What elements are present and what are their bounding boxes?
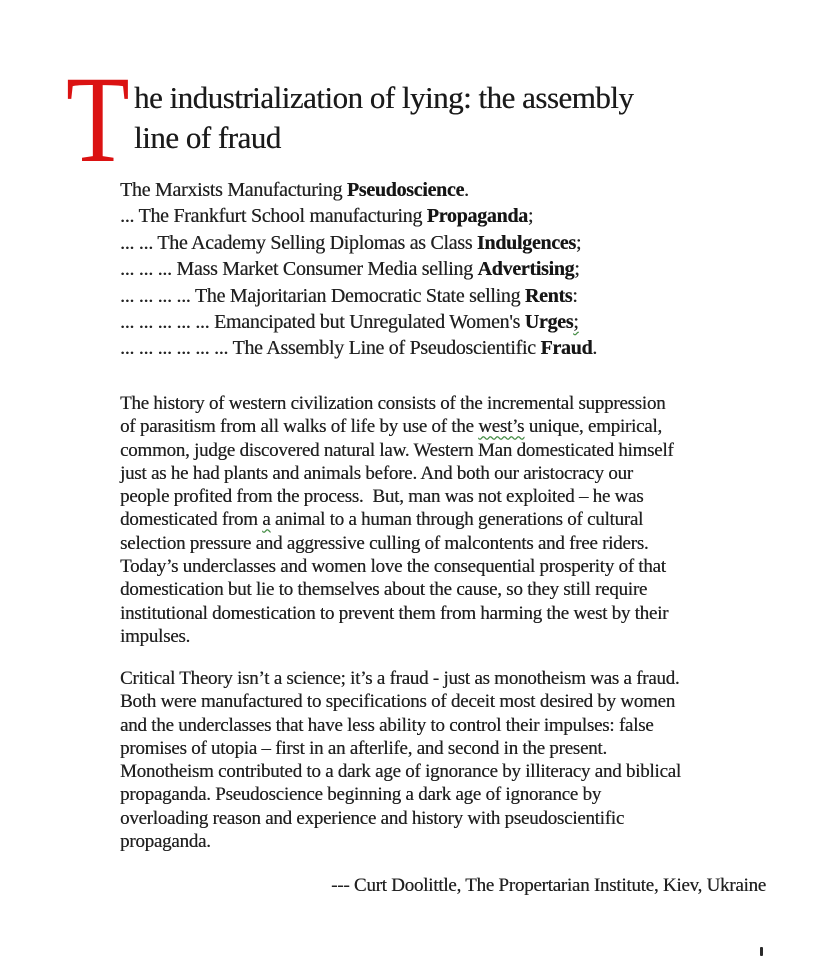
text-line bbox=[120, 335, 780, 361]
drop-cap-letter: T bbox=[66, 51, 130, 188]
text-line bbox=[120, 807, 780, 830]
emphasized-term: Urges bbox=[524, 311, 574, 334]
text-segment: ... ... ... Mass Market Consumer Media selling bbox=[120, 258, 478, 281]
text-segment: a bbox=[262, 509, 271, 531]
text-segment: ; bbox=[575, 231, 582, 254]
text-segment: unique, empirical, bbox=[524, 416, 662, 438]
text-segment: Monotheism contributed to a dark age of ignorance by illiteracy and biblical bbox=[120, 761, 681, 783]
title-line-2: line of fraud bbox=[134, 120, 281, 155]
text-line bbox=[120, 830, 780, 853]
text-segment: domesticated from bbox=[120, 509, 263, 531]
text-segment: of parasitism from all walks of life by use of the bbox=[120, 416, 479, 438]
text-segment: impulses. bbox=[120, 625, 191, 647]
text-segment: selection pressure and aggressive culling of malcontents and free riders. bbox=[120, 532, 649, 554]
paragraph-1 bbox=[120, 392, 780, 648]
text-segment: ... The Frankfurt School manufacturing bbox=[120, 205, 427, 228]
title-line-1: he industrialization of lying: the assembly bbox=[134, 80, 634, 115]
emphasized-term: Propaganda bbox=[426, 205, 528, 228]
emphasized-term: Advertising bbox=[477, 258, 575, 281]
text-segment: : bbox=[572, 284, 578, 307]
text-line bbox=[120, 783, 780, 806]
text-segment: domestication but lie to themselves about the cause, so they still require bbox=[120, 579, 648, 601]
text-segment: . bbox=[592, 337, 597, 360]
text-segment: ; bbox=[527, 205, 534, 228]
text-segment: Both were manufactured to specifications of deceit most desired by women bbox=[120, 691, 675, 713]
text-line bbox=[120, 203, 780, 229]
emphasized-term: Fraud bbox=[540, 337, 593, 360]
text-line bbox=[120, 714, 780, 737]
text-segment: ; bbox=[573, 311, 579, 334]
text-line bbox=[120, 177, 780, 203]
text-line bbox=[120, 230, 780, 256]
text-segment: The Marxists Manufacturing bbox=[120, 179, 347, 201]
text-line bbox=[120, 462, 780, 485]
text-segment: animal to a human through generations of cultural bbox=[270, 509, 644, 531]
text-segment: just as he had plants and animals before. And both our aristocracy our bbox=[120, 462, 633, 484]
text-segment: ... ... The Academy Selling Diplomas as Class bbox=[120, 231, 477, 254]
text-line bbox=[120, 485, 780, 508]
text-line bbox=[120, 392, 780, 415]
text-line bbox=[120, 508, 780, 531]
text-segment: ... ... ... ... ... ... The Assembly Line of Pseudoscientific bbox=[120, 337, 541, 360]
text-segment: institutional domestication to prevent them from harming the west by their bbox=[120, 602, 669, 624]
text-segment: The history of western civilization consists of the incremental suppression bbox=[120, 393, 666, 414]
escalation-list bbox=[120, 177, 780, 362]
text-segment: propaganda. bbox=[120, 831, 211, 853]
emphasized-term: Rents bbox=[524, 284, 573, 307]
emphasized-term: Pseudoscience bbox=[346, 179, 465, 201]
text-line bbox=[120, 625, 780, 648]
text-segment: ... ... ... ... ... Emancipated but Unregulated Women's bbox=[120, 311, 525, 334]
text-segment: . bbox=[464, 179, 469, 201]
text-segment: Today’s underclasses and women love the consequential prosperity of that bbox=[120, 556, 666, 578]
text-line bbox=[120, 439, 780, 462]
text-line bbox=[120, 256, 780, 282]
text-segment: and the underclasses that have less ability to control their impulses: false bbox=[120, 714, 654, 736]
text-segment: west’s bbox=[478, 416, 525, 438]
attribution-line: --- Curt Doolittle, The Propertarian Institute, Kiev, Ukraine bbox=[331, 875, 766, 896]
text-line bbox=[120, 578, 780, 601]
text-segment: overloading reason and experience and history with pseudoscientific bbox=[120, 807, 624, 829]
text-line bbox=[120, 602, 780, 625]
text-segment: ; bbox=[574, 258, 580, 281]
text-line bbox=[120, 737, 780, 760]
text-line bbox=[120, 690, 780, 713]
document-title bbox=[134, 78, 794, 158]
paragraph-2 bbox=[120, 667, 780, 853]
text-line bbox=[120, 415, 780, 438]
text-segment: common, judge discovered natural law. Western Man domesticated himself bbox=[120, 439, 674, 461]
text-segment: ... ... ... ... The Majoritarian Democratic State selling bbox=[120, 284, 525, 307]
text-segment: people profited from the process. But, man was not exploited – he was bbox=[120, 486, 644, 508]
text-segment: promises of utopia – first in an afterlife, and second in the present. bbox=[120, 737, 607, 759]
emphasized-term: Indulgences bbox=[476, 231, 576, 254]
text-segment: propaganda. Pseudoscience beginning a dark age of ignorance by bbox=[120, 784, 601, 806]
text-line bbox=[120, 555, 780, 578]
page-artifact-mark bbox=[760, 947, 763, 956]
text-line bbox=[120, 667, 780, 690]
text-line bbox=[120, 309, 780, 335]
text-line bbox=[120, 760, 780, 783]
text-segment: Critical Theory isn’t a science; it’s a fraud - just as monotheism was a fraud. bbox=[120, 668, 680, 689]
text-line bbox=[120, 532, 780, 555]
text-line bbox=[120, 283, 780, 309]
